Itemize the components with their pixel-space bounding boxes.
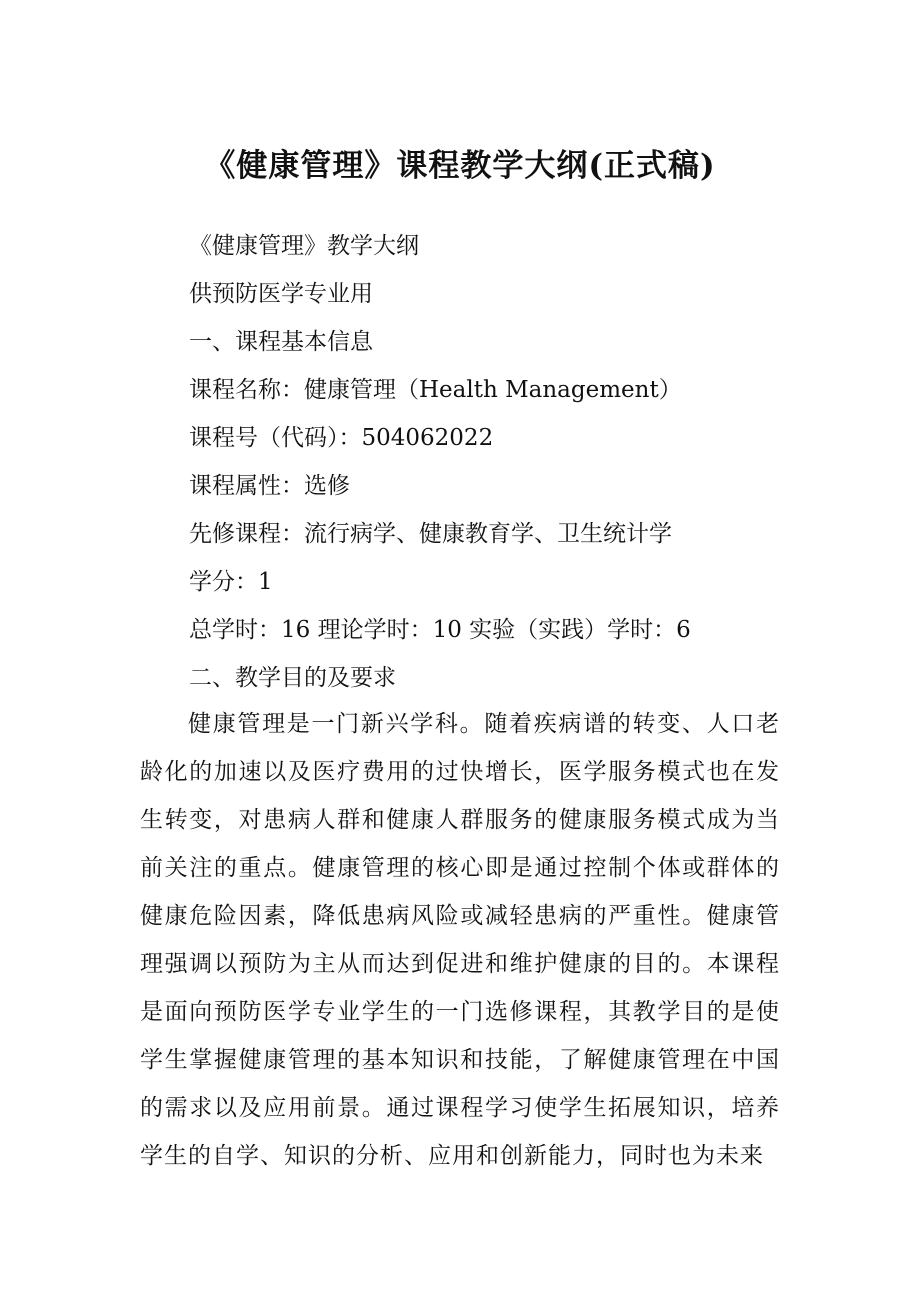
section-heading-objectives: 二、教学目的及要求 bbox=[189, 665, 396, 691]
course-code-line: 课程号（代码）：504062022 bbox=[189, 425, 494, 451]
document-title: 《健康管理》课程教学大纲(正式稿) bbox=[204, 148, 716, 184]
credits-line: 学分：1 bbox=[189, 569, 273, 595]
course-type-line: 课程属性：选修 bbox=[189, 473, 350, 499]
prerequisites-line: 先修课程：流行病学、健康教育学、卫生统计学 bbox=[189, 521, 672, 547]
course-name-line: 课程名称：健康管理（Health Management） bbox=[189, 377, 682, 403]
section-heading-basic-info: 一、课程基本信息 bbox=[189, 329, 373, 355]
syllabus-heading: 《健康管理》教学大纲 bbox=[189, 233, 419, 259]
objectives-paragraph: 健康管理是一门新兴学科。随着疾病谱的转变、人口老龄化的加速以及医疗费用的过快增长，医学服务模式也在发生转变，对患病人群和健康人群服务的健康服务模式成为当前关注的重点。健康管理的核心即是通过控制个体或群体的健康危险因素，降低患病风险或减轻患病的严重性。健康管理强调以预防为主从而达到促进和维护健康的目的。本课程是面向预防医学专业学生的一门选修课程，其教学目的是使学生掌握健康管理的基本知识和技能，了解健康管理在中国的需求以及应用前景。通过课程学习使学生拓展知识，培养学生的自学、知识的分析、应用和创新能力，同时也为未来 bbox=[140, 711, 780, 1169]
hours-line: 总学时：16 理论学时：10 实验（实践）学时：6 bbox=[189, 617, 691, 643]
audience-line: 供预防医学专业用 bbox=[189, 281, 373, 307]
